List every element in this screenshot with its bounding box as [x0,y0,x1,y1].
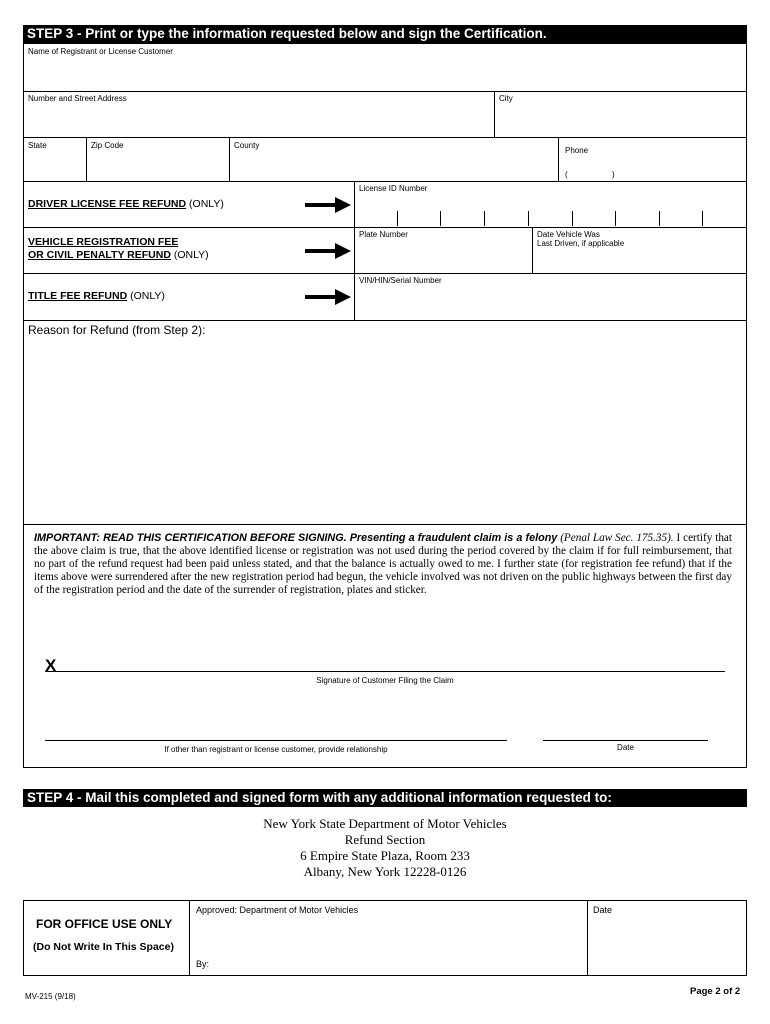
arrow-right-icon [305,289,351,305]
signature-field[interactable] [60,655,725,671]
relationship-field[interactable] [45,722,507,740]
reason-label: Reason for Refund (from Step 2): [28,323,206,337]
phone-field[interactable] [562,156,745,180]
state-label: State [28,141,47,150]
driver-only-text: (ONLY) [186,198,224,210]
driver-license-refund-title: DRIVER LICENSE FEE REFUND [28,198,187,210]
state-field[interactable] [24,150,86,180]
mailing-address-line: New York State Department of Motor Vehicles [263,816,507,831]
name-label: Name of Registrant or License Customer [28,47,173,56]
county-label: County [234,141,260,150]
certification-body: I certify that the above claim is true, that the above identified license or registration was not used during the period covered by the claim if for full reimbursement, that no part of the refund request had been paid unless stated, and that the balance is actually owed to me. I further state (for registration fee refund) that if the items above were surrendered after the new registration period had begun, the vehicle involved was not driven on the public highways between the first day of the registration period and the date of the surrender of registration, plates and sticker. [34,532,732,596]
form-id: MV-215 (9/18) [25,992,76,1001]
title-refund-title: TITLE FEE REFUND [28,290,128,302]
relationship-label: If other than registrant or license customer, provide relationship [164,745,388,754]
phone-area-open: ( [565,170,568,179]
penal-law-ref: (Penal Law Sec. 175.35). [557,532,674,544]
title-only-text: (ONLY) [127,290,165,302]
city-field[interactable] [495,104,746,136]
date-vehicle-line1: Date Vehicle Was [537,230,600,239]
plate-number-field[interactable] [356,240,531,272]
approved-by-label: By: [196,959,210,969]
office-use-subtitle: (Do Not Write In This Space) [33,941,174,953]
date-vehicle-label [537,230,624,248]
signature-date-label: Date [617,743,634,752]
step3-header: STEP 3 - Print or type the information requested below and sign the Certification. [23,25,747,43]
arrow-right-icon [305,243,351,259]
street-label: Number and Street Address [28,94,127,103]
date-vehicle-line2: Last Driven, if applicable [537,239,625,248]
vehicle-refund-line2: OR CIVIL PENALTY REFUND [28,249,171,261]
office-date-label: Date [593,905,613,915]
vin-label: VIN/HIN/Serial Number [359,276,442,285]
license-id-label: License ID Number [359,184,428,193]
office-use-title: FOR OFFICE USE ONLY [36,917,173,931]
arrow-right-icon [305,197,351,213]
zip-label: Zip Code [91,141,124,150]
county-field[interactable] [230,150,557,180]
phone-area-close: ) [612,170,615,179]
approved-label: Approved: Department of Motor Vehicles [196,905,359,915]
city-label: City [499,94,513,103]
step4-header: STEP 4 - Mail this completed and signed form with any additional information requested to: [23,789,747,807]
vehicle-only-text: (ONLY) [170,249,209,261]
office-use-box [23,900,747,976]
zip-field[interactable] [87,150,228,180]
street-field[interactable] [24,104,494,136]
mailing-address-line: 6 Empire State Plaza, Room 233 [300,848,470,863]
signature-x: X [45,656,57,675]
date-vehicle-field[interactable] [533,250,746,272]
name-field[interactable] [24,57,746,90]
vehicle-refund-line1: VEHICLE REGISTRATION FEE [28,236,179,248]
plate-number-label: Plate Number [359,230,408,239]
phone-label: Phone [565,146,589,155]
important-notice: IMPORTANT: READ THIS CERTIFICATION BEFORE SIGNING. Presenting a fraudulent claim is a felony [34,532,558,544]
vin-field[interactable] [356,286,746,318]
page-number: Page 2 of 2 [690,986,741,997]
license-id-field[interactable] [356,194,746,226]
certification-text [34,532,732,597]
vehicle-refund-label [28,236,209,262]
signature-label: Signature of Customer Filing the Claim [316,676,454,685]
title-refund-label [28,290,165,303]
driver-license-refund-label [28,198,224,211]
mailing-address-line: Refund Section [344,832,426,847]
mailing-address-line: Albany, New York 12228-0126 [303,864,467,879]
signature-date-field[interactable] [543,722,708,740]
reason-field[interactable] [24,340,746,522]
